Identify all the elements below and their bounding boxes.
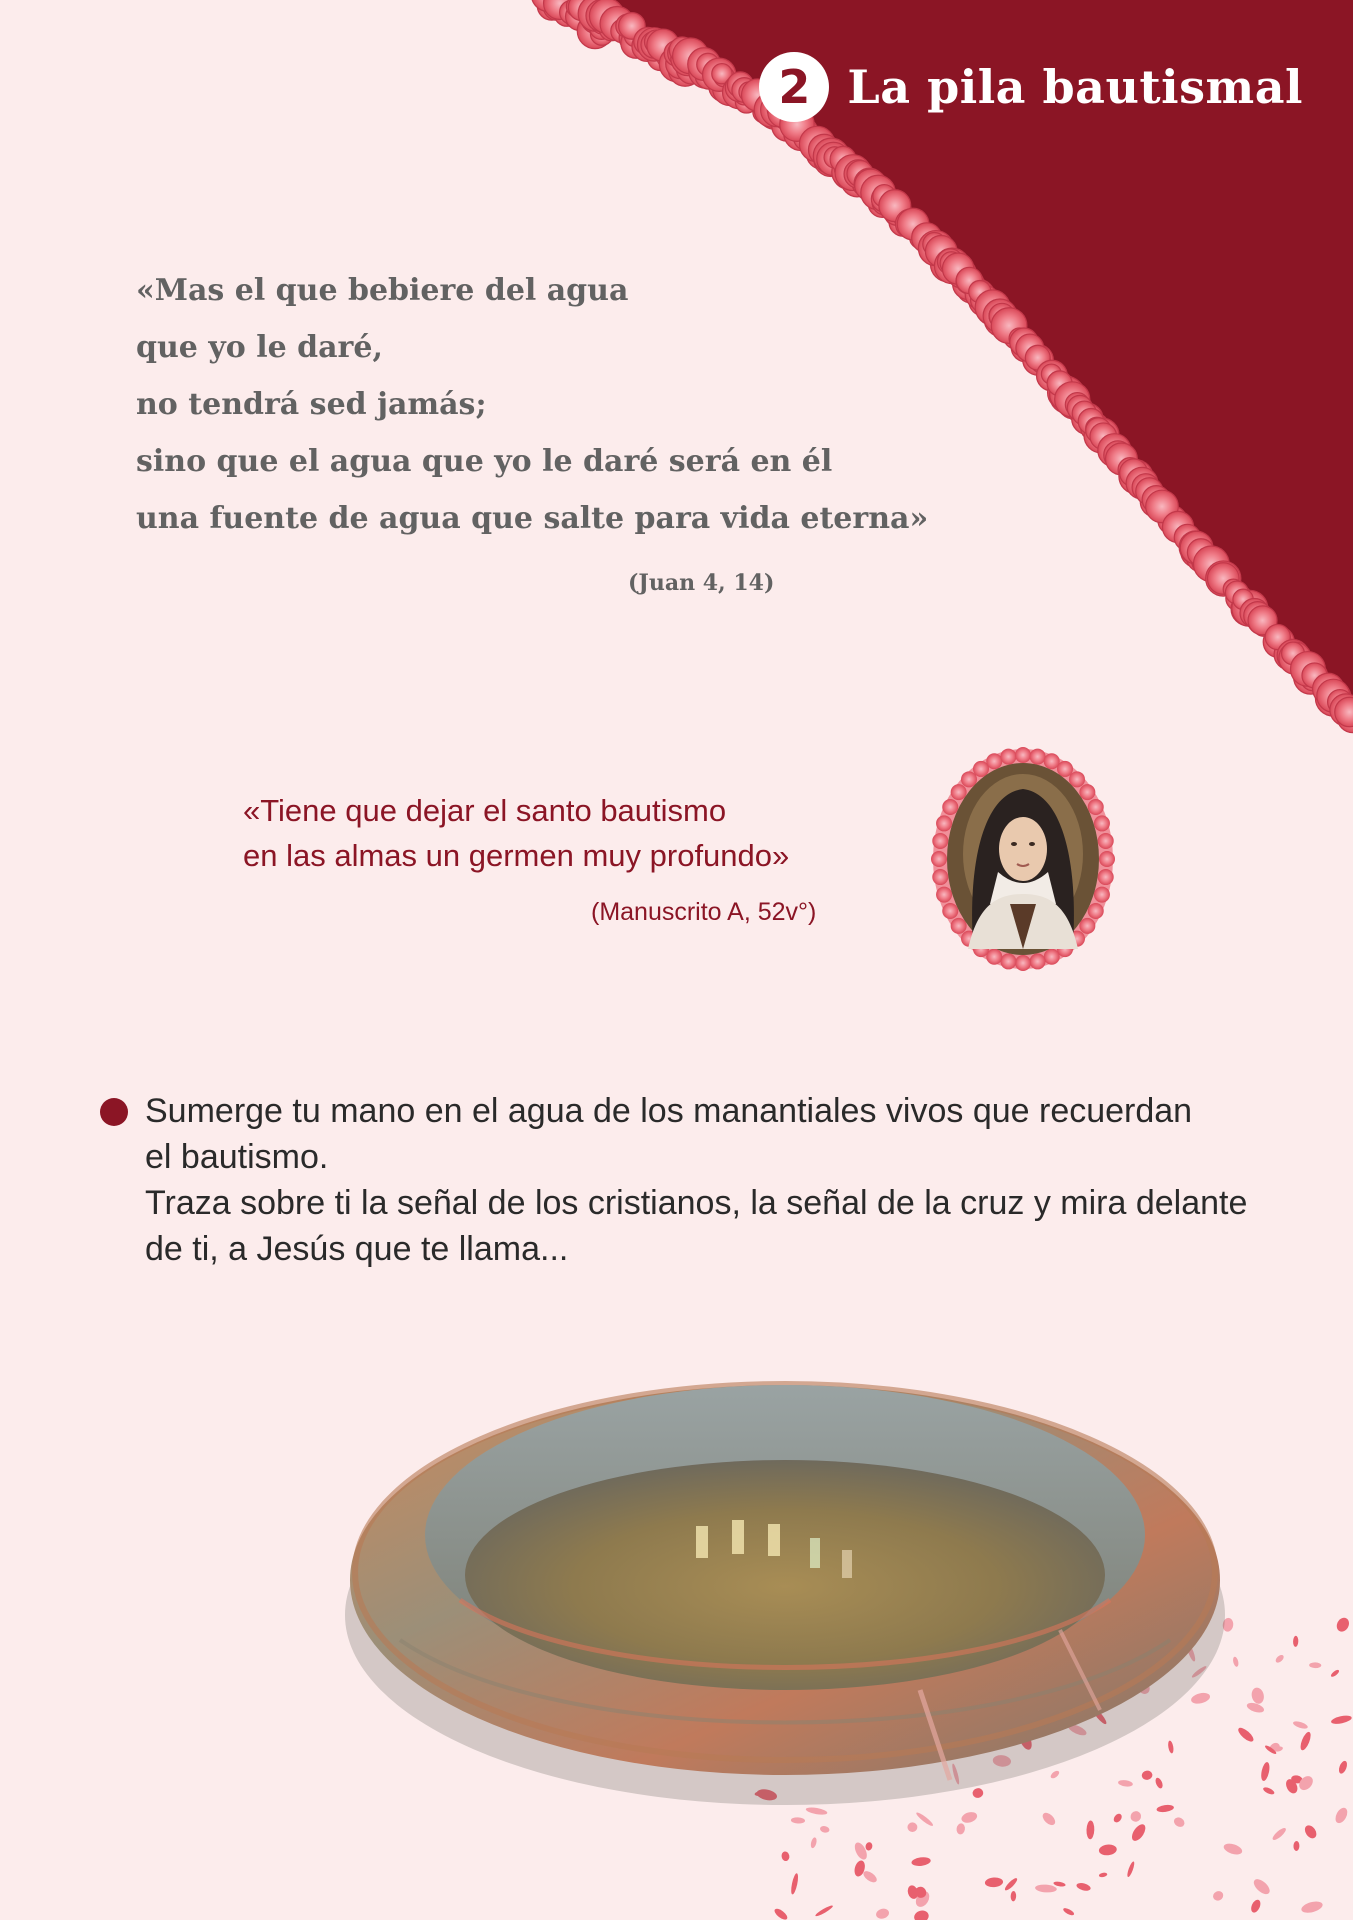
petal-decoration: [1062, 1907, 1075, 1917]
petal-decoration: [1128, 1809, 1143, 1824]
rose-frame-decoration: [1000, 953, 1016, 969]
petal-decoration: [915, 1811, 934, 1828]
petal-decoration: [790, 1873, 800, 1895]
petal-decoration: [1112, 1812, 1123, 1824]
petal-decoration: [911, 1856, 931, 1867]
petal-decoration: [1010, 1891, 1016, 1902]
petal-decoration: [1334, 1616, 1351, 1634]
petal-decoration: [1333, 1806, 1350, 1825]
rose-frame-decoration: [1044, 949, 1060, 965]
section-number-badge: 2: [759, 52, 829, 122]
rose-frame-decoration: [936, 887, 952, 903]
gospel-quote-line: que yo le daré,: [136, 330, 383, 365]
rose-frame-decoration: [1099, 851, 1115, 867]
rose-frame-decoration: [1015, 747, 1031, 763]
petal-decoration: [1303, 1823, 1319, 1840]
rose-frame-decoration: [932, 833, 948, 849]
bullet-icon: [100, 1098, 128, 1126]
petal-decoration: [985, 1877, 1004, 1888]
gospel-quote-line: no tendrá sed jamás;: [136, 387, 487, 422]
petal-decoration: [1293, 1636, 1299, 1647]
rose-frame-decoration: [1030, 749, 1046, 765]
petal-decoration: [1330, 1714, 1352, 1725]
petal-decoration: [1099, 1872, 1108, 1878]
petal-decoration: [1040, 1811, 1057, 1828]
petal-decoration: [1035, 1884, 1057, 1893]
petal-decoration: [1292, 1720, 1308, 1730]
rose-frame-decoration: [1069, 771, 1085, 787]
petal-decoration: [810, 1837, 818, 1849]
rose-frame-decoration: [942, 799, 958, 815]
petal-decoration: [1172, 1815, 1186, 1828]
rose-frame-decoration: [931, 851, 947, 867]
petal-decoration: [861, 1869, 878, 1885]
petal-decoration: [781, 1851, 790, 1862]
baptismal-font-photo: [340, 1310, 1230, 1810]
petal-decoration: [1129, 1822, 1148, 1843]
rose-frame-decoration: [951, 918, 967, 934]
rose-frame-decoration: [951, 784, 967, 800]
petal-decoration: [1300, 1899, 1324, 1914]
rose-frame-decoration: [1094, 887, 1110, 903]
petal-decoration: [1249, 1898, 1262, 1914]
petal-decoration: [956, 1823, 966, 1835]
petal-decoration: [814, 1904, 833, 1917]
therese-quote-line: en las almas un germen muy profundo»: [243, 838, 790, 873]
instruction-line: de ti, a Jesús que te llama...: [145, 1230, 569, 1268]
rose-frame-decoration: [1094, 815, 1110, 831]
instruction-text: [145, 1088, 1353, 1272]
petal-decoration: [1274, 1653, 1285, 1664]
rose-frame-decoration: [1098, 869, 1114, 885]
rose-frame-decoration: [1000, 749, 1016, 765]
page-header: [759, 52, 1303, 122]
petal-decoration: [1250, 1686, 1265, 1705]
petal-decoration: [1246, 1701, 1266, 1714]
petal-decoration: [1003, 1877, 1018, 1892]
petal-decoration: [1098, 1844, 1117, 1856]
rose-frame-decoration: [932, 869, 948, 885]
rose-frame-decoration: [1079, 784, 1095, 800]
gospel-quote-line: una fuente de agua que salte para vida eterna»: [136, 501, 929, 536]
petal-decoration: [875, 1907, 890, 1920]
gospel-quote: [136, 262, 928, 547]
rose-frame-decoration: [1079, 918, 1095, 934]
petal-decoration: [907, 1822, 917, 1832]
gospel-quote-line: sino que el agua que yo le daré será en él: [136, 444, 833, 479]
rose-frame-decoration: [1030, 953, 1046, 969]
rose-frame-decoration: [1088, 903, 1104, 919]
rose-frame-decoration: [1098, 833, 1114, 849]
therese-quote-reference: (Manuscrito A, 52v°): [591, 898, 817, 926]
petal-decoration: [1337, 1760, 1348, 1775]
petal-decoration: [773, 1907, 789, 1920]
instruction-line: Traza sobre ti la señal de los cristianos, la señal de la cruz y mira delante: [145, 1184, 1248, 1222]
petal-decoration: [1236, 1726, 1255, 1744]
instruction-line: el bautismo.: [145, 1138, 329, 1176]
therese-quote: [243, 788, 789, 878]
petal-decoration: [1251, 1876, 1272, 1896]
petal-decoration: [1053, 1881, 1066, 1888]
petal-decoration: [1076, 1882, 1092, 1892]
petal-decoration: [960, 1810, 978, 1824]
therese-quote-line: «Tiene que dejar el santo bautismo: [243, 793, 727, 828]
petal-decoration: [1330, 1669, 1340, 1678]
petal-decoration: [1309, 1662, 1321, 1668]
petal-decoration: [1211, 1889, 1224, 1902]
gospel-quote-line: «Mas el que bebiere del agua: [136, 273, 629, 308]
instruction-line: Sumerge tu mano en el agua de los manantiales vivos que recuerdan: [145, 1092, 1193, 1130]
petal-decoration: [1232, 1656, 1239, 1667]
petal-decoration: [1271, 1826, 1288, 1841]
petal-decoration: [1293, 1841, 1299, 1851]
rose-frame-decoration: [1088, 799, 1104, 815]
rose-frame-decoration: [942, 903, 958, 919]
petal-decoration: [1299, 1731, 1313, 1752]
gospel-reference: (Juan 4, 14): [628, 570, 775, 596]
rose-frame-decoration: [1015, 955, 1031, 971]
petal-decoration: [913, 1909, 930, 1920]
petal-decoration: [1126, 1861, 1136, 1878]
petal-decoration: [791, 1817, 805, 1824]
saint-therese-portrait: [928, 744, 1118, 974]
petal-decoration: [1260, 1761, 1271, 1781]
rose-frame-decoration: [986, 753, 1002, 769]
page-title: La pila bautismal: [847, 60, 1303, 114]
petal-decoration: [1222, 1842, 1243, 1857]
rose-frame-decoration: [936, 815, 952, 831]
petal-decoration: [1086, 1820, 1094, 1839]
petal-decoration: [1262, 1786, 1275, 1796]
petal-decoration: [865, 1841, 874, 1851]
petal-decoration: [819, 1825, 830, 1833]
